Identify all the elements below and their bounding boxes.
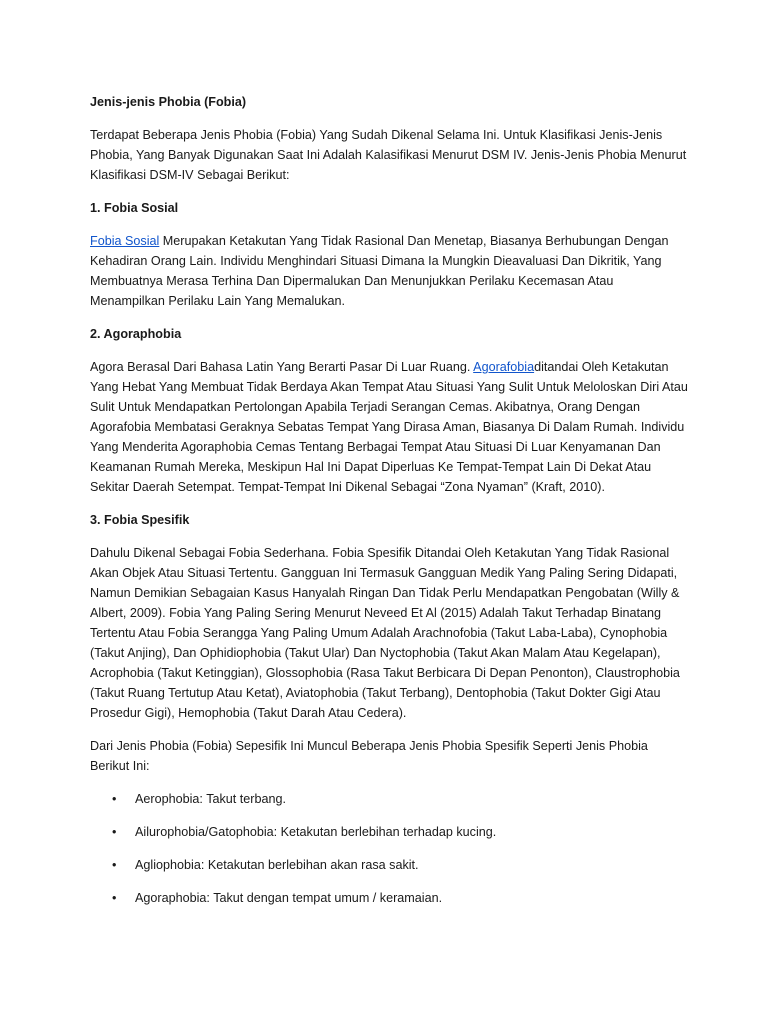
agoraphobia-text-after: ditandai Oleh Ketakutan Yang Hebat Yang Membuat Tidak Berdaya Akan Tempat Atau Situasi Yang Sulit Untuk Meloloskan Diri Atau Sulit Untuk Mendapatkan Pertolongan Apabila Terjadi Serangan Cemas. Akibatnya, Orang Dengan Agorafobia Membatasi Geraknya Sebatas Tempat Yang Dirasa Aman, Biasanya Di Dalam Rumah. Individu Yang Menderita Agoraphobia Cemas Tentang Berbagai Tempat Atau Situasi Di Luar Kenyamanan Dan Keamanan Rumah Mereka, Meskipun Hal Ini Dapat Diperluas Ke Tempat-Tempat Lain Di Dekat Atau Sekitar Daerah Setempat. Tempat-Tempat Ini Dikenal Sebagai “Zona Nyaman” (Kraft, 2010).	[90, 360, 688, 494]
list-item	[90, 888, 690, 908]
agoraphobia-paragraph	[90, 357, 690, 497]
fobia-spesifik-followup: Dari Jenis Phobia (Fobia) Sepesifik Ini Muncul Beberapa Jenis Phobia Spesifik Seperti Jenis Phobia Berikut Ini:	[90, 739, 648, 773]
section-heading-fobia-spesifik: 3. Fobia Spesifik	[90, 513, 190, 527]
agoraphobia-text-before: Agora Berasal Dari Bahasa Latin Yang Berarti Pasar Di Luar Ruang.	[90, 360, 474, 374]
document-title: Jenis-jenis Phobia (Fobia)	[90, 95, 247, 109]
agorafobia-link[interactable]: Agorafobia	[473, 360, 535, 374]
list-item	[90, 822, 690, 842]
bullet-icon: •	[112, 825, 117, 839]
document-page	[90, 92, 690, 921]
section-heading-fobia-sosial: 1. Fobia Sosial	[90, 201, 179, 215]
list-item-text: Agliophobia: Ketakutan berlebihan akan rasa sakit.	[135, 858, 419, 872]
bullet-icon: •	[112, 858, 117, 872]
list-item	[90, 789, 690, 809]
list-item-text: Agoraphobia: Takut dengan tempat umum / keramaian.	[135, 891, 443, 905]
bullet-icon: •	[112, 792, 117, 806]
intro-paragraph: Terdapat Beberapa Jenis Phobia (Fobia) Yang Sudah Dikenal Selama Ini. Untuk Klasifikasi Jenis-Jenis Phobia, Yang Banyak Digunakan Saat Ini Adalah Kalasifikasi Menurut DSM IV. Jenis-Jenis Phobia Menurut Klasifikasi DSM-IV Sebagai Berikut:	[90, 128, 687, 182]
list-item-text: Aerophobia: Takut terbang.	[135, 792, 287, 806]
fobia-sosial-paragraph	[90, 231, 690, 311]
list-item	[90, 855, 690, 875]
fobia-sosial-link[interactable]: Fobia Sosial	[90, 234, 160, 248]
list-item-text: Ailurophobia/Gatophobia: Ketakutan berlebihan terhadap kucing.	[135, 825, 497, 839]
fobia-spesifik-paragraph: Dahulu Dikenal Sebagai Fobia Sederhana. Fobia Spesifik Ditandai Oleh Ketakutan Yang Tidak Rasional Akan Objek Atau Situasi Tertentu. Gangguan Ini Termasuk Gangguan Medik Yang Paling Sering Didapati, Namun Demikian Sebagaian Kasus Hanyalah Ringan Dan Tidak Perlu Mendapatkan Pengobatan (Willy & Albert, 2009). Fobia Yang Paling Sering Menurut Neveed Et Al (2015) Adalah Takut Terhadap Binatang Tertentu Atau Fobia Serangga Yang Paling Umum Adalah Arachnofobia (Takut Laba-Laba), Cynophobia (Takut Anjing), Dan Ophidiophobia (Takut Ular) Dan Nyctophobia (Takut Akan Malam Atau Kegelapan), Acrophobia (Takut Ketinggian), Glossophobia (Rasa Takut Berbicara Di Depan Penonton), Claustrophobia (Takut Ruang Tertutup Atau Ketat), Aviatophobia (Takut Terbang), Dentophobia (Takut Dokter Gigi Atau Prosedur Gigi), Hemophobia (Takut Darah Atau Cedera).	[90, 546, 680, 720]
phobia-list	[90, 789, 690, 908]
bullet-icon: •	[112, 891, 117, 905]
section-heading-agoraphobia: 2. Agoraphobia	[90, 327, 182, 341]
fobia-sosial-text: Merupakan Ketakutan Yang Tidak Rasional Dan Menetap, Biasanya Berhubungan Dengan Kehadiran Orang Lain. Individu Menghindari Situasi Dimana Ia Mungkin Dieavaluasi Dan Dikritik, Yang Membuatnya Merasa Terhina Dan Dipermalukan Dan Menunjukkan Perilaku Kecemasan Atau Menampilkan Perilaku Lain Yang Memalukan.	[90, 234, 669, 308]
